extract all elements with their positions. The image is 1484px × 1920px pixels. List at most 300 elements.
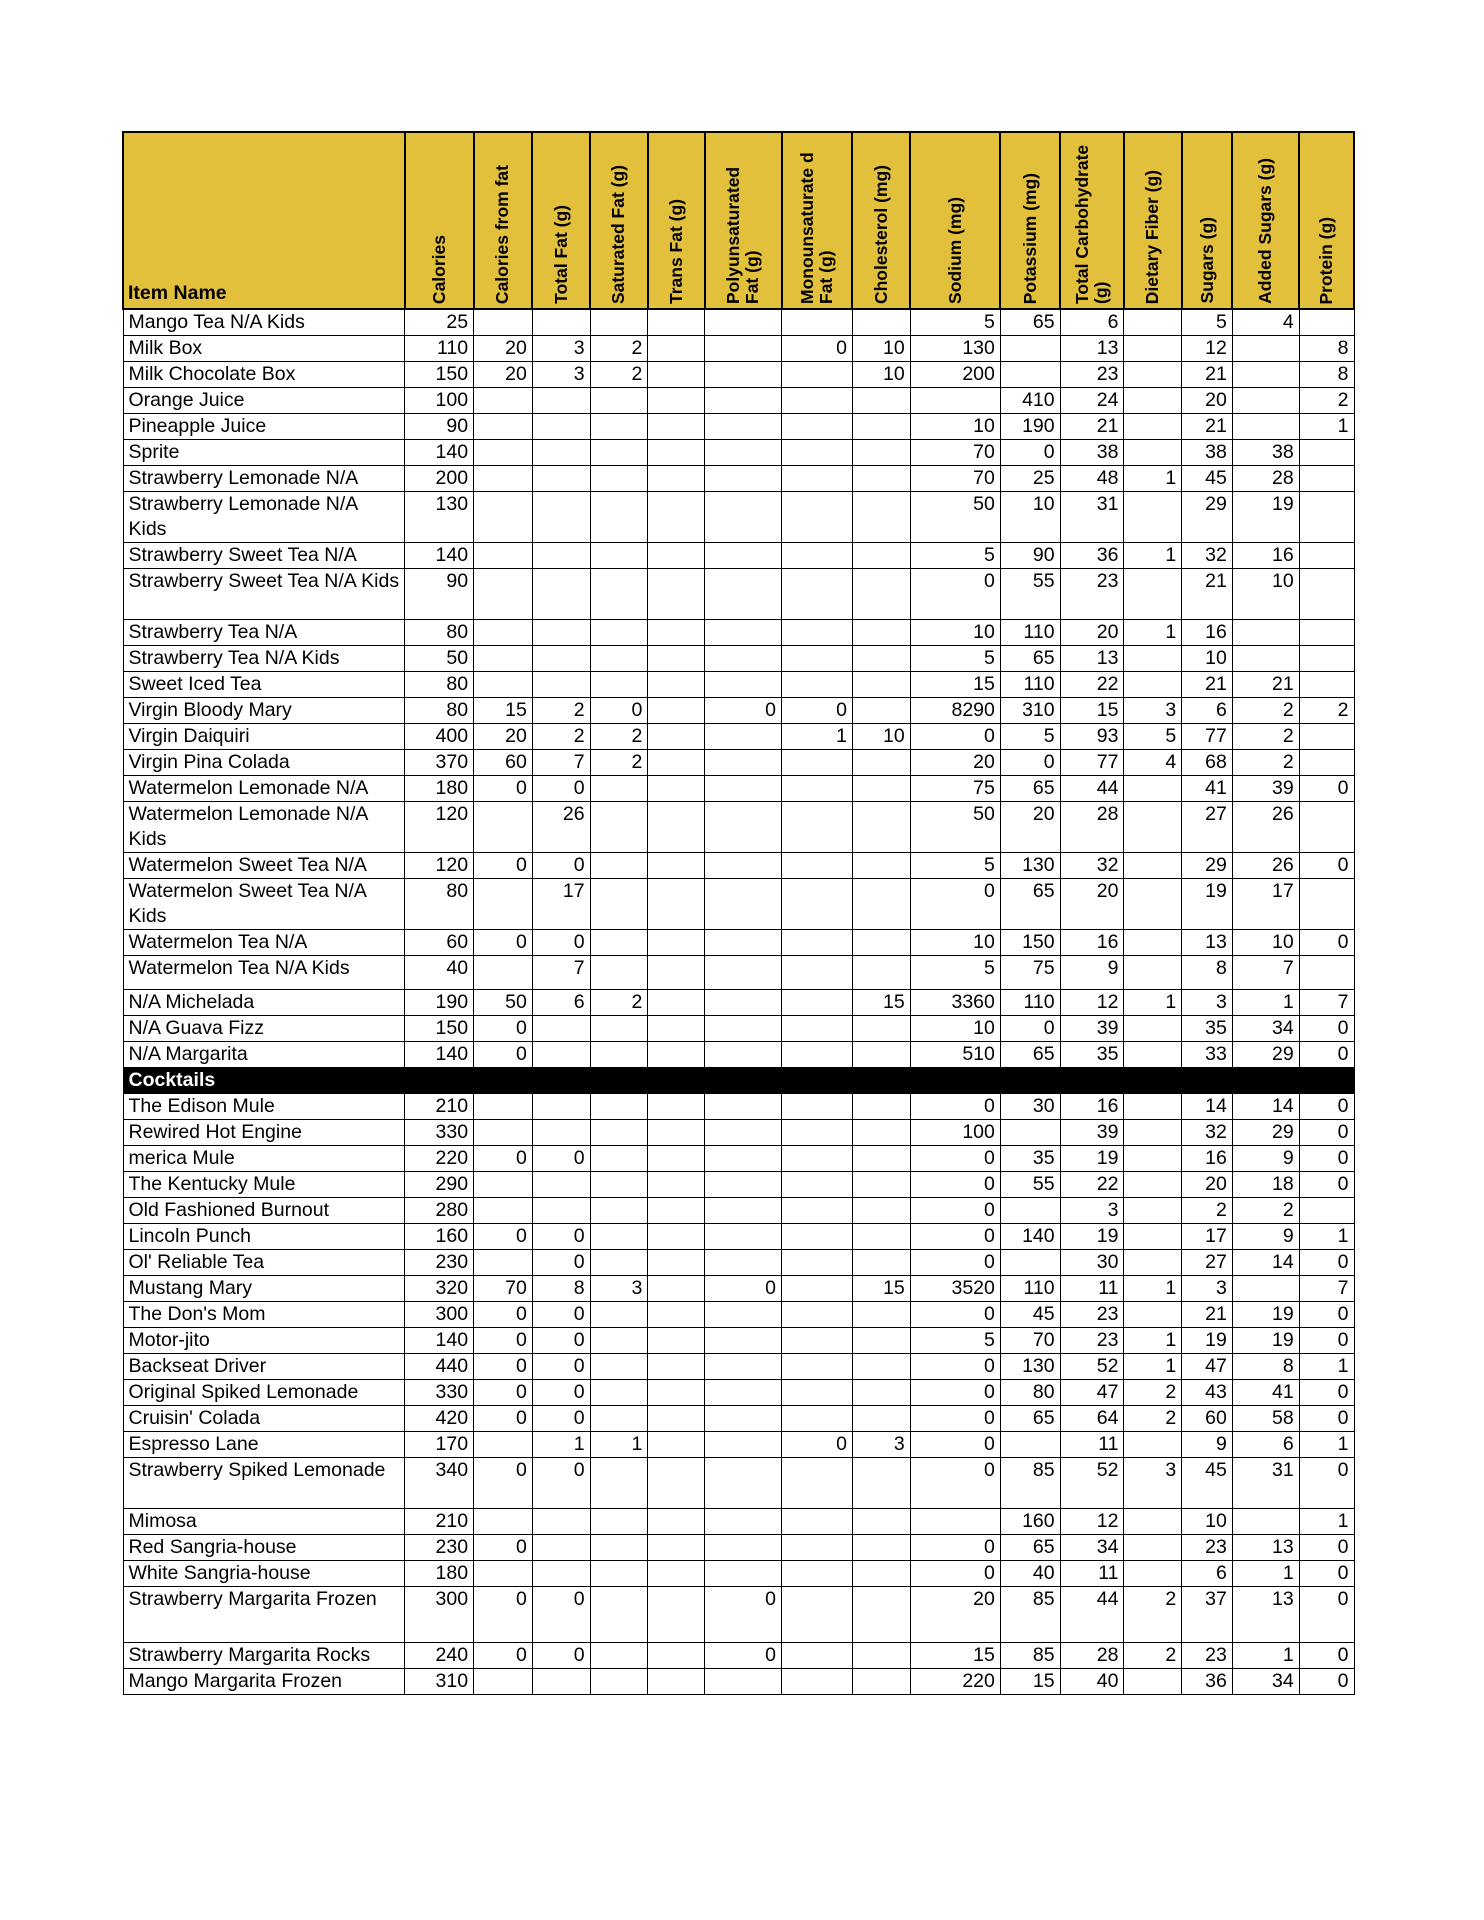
value-cell [532,1535,590,1561]
value-cell: 0 [910,569,1000,620]
value-cell [1124,1250,1182,1276]
value-cell [1299,1198,1354,1224]
value-cell [474,1250,533,1276]
value-cell [705,1535,782,1561]
value-cell: 85 [1000,1587,1060,1643]
value-cell: 20 [1000,802,1060,853]
value-cell: 0 [1299,1561,1354,1587]
value-cell: 190 [405,990,474,1016]
value-cell: 65 [1000,646,1060,672]
value-cell: 64 [1060,1406,1124,1432]
value-cell [474,956,533,990]
value-cell: 0 [1299,1042,1354,1068]
value-cell [474,620,533,646]
value-cell: 31 [1232,1458,1299,1509]
value-cell [648,1328,705,1354]
value-cell [782,466,853,492]
value-cell [590,646,648,672]
value-cell: 70 [474,1276,533,1302]
value-cell: 0 [782,1432,853,1458]
value-cell: 140 [405,1328,474,1354]
value-cell: 1 [590,1432,648,1458]
value-cell: 40 [405,956,474,990]
value-cell [782,1302,853,1328]
value-cell [705,776,782,802]
value-cell [1000,1120,1060,1146]
value-cell: 0 [910,1406,1000,1432]
item-name-header: Item Name [123,132,405,309]
table-row [123,646,1354,672]
value-cell: 15 [852,990,910,1016]
value-cell [648,750,705,776]
value-cell [705,853,782,879]
value-cell [705,1094,782,1120]
item-name-cell: Lincoln Punch [123,1224,405,1250]
value-cell: 20 [474,724,533,750]
table-row [123,388,1354,414]
table-row [123,1094,1354,1120]
value-cell: 5 [910,956,1000,990]
value-cell: 22 [1060,1172,1124,1198]
value-cell: 110 [405,336,474,362]
item-name-cell: Cruisin' Colada [123,1406,405,1432]
table-row [123,1509,1354,1535]
value-cell [782,750,853,776]
value-cell: 0 [1299,1146,1354,1172]
value-cell: 0 [532,930,590,956]
item-name-cell: Backseat Driver [123,1354,405,1380]
value-cell [782,569,853,620]
value-cell: 10 [852,724,910,750]
value-cell [474,1509,533,1535]
value-cell [474,492,533,543]
value-cell: 180 [405,776,474,802]
value-cell: 1 [1232,1643,1299,1669]
value-cell: 2 [590,362,648,388]
value-cell [532,1094,590,1120]
column-header [405,132,474,309]
value-cell [1232,1509,1299,1535]
value-cell [782,1016,853,1042]
value-cell [852,1561,910,1587]
item-name-cell: Watermelon Lemonade N/A Kids [123,802,405,853]
value-cell [705,388,782,414]
value-cell: 90 [405,569,474,620]
value-cell [705,309,782,336]
value-cell [590,879,648,930]
item-name-cell: Virgin Daiquiri [123,724,405,750]
value-cell [705,620,782,646]
value-cell [474,1172,533,1198]
column-header [532,132,590,309]
value-cell [705,1406,782,1432]
value-cell [1299,672,1354,698]
value-cell [705,930,782,956]
value-cell [852,1172,910,1198]
value-cell [705,1302,782,1328]
value-cell [590,1016,648,1042]
column-header [1232,132,1299,309]
column-header [1182,132,1233,309]
value-cell: 65 [1000,776,1060,802]
value-cell [532,1561,590,1587]
value-cell: 0 [910,1354,1000,1380]
value-cell [705,1354,782,1380]
value-cell [782,990,853,1016]
value-cell: 140 [405,440,474,466]
value-cell: 230 [405,1535,474,1561]
value-cell: 1 [1299,1224,1354,1250]
column-header [1000,132,1060,309]
value-cell: 19 [1232,1328,1299,1354]
value-cell [705,1458,782,1509]
value-cell [782,776,853,802]
value-cell: 80 [405,879,474,930]
value-cell [782,956,853,990]
value-cell [532,1016,590,1042]
value-cell [590,1146,648,1172]
value-cell [474,569,533,620]
value-cell [1124,930,1182,956]
value-cell: 0 [782,336,853,362]
value-cell [1124,1146,1182,1172]
value-cell [648,1643,705,1669]
value-cell: 7 [1299,1276,1354,1302]
value-cell: 170 [405,1432,474,1458]
value-cell [1124,492,1182,543]
value-cell: 3 [590,1276,648,1302]
value-cell: 0 [590,698,648,724]
value-cell [852,698,910,724]
value-cell: 0 [532,1587,590,1643]
value-cell: 23 [1182,1535,1233,1561]
value-cell: 1 [1124,466,1182,492]
value-cell: 70 [910,440,1000,466]
value-cell: 23 [1060,1302,1124,1328]
value-cell: 6 [1060,309,1124,336]
value-cell: 20 [474,336,533,362]
value-cell: 0 [1299,1587,1354,1643]
value-cell: 1 [1124,620,1182,646]
value-cell: 17 [1232,879,1299,930]
value-cell: 0 [1299,776,1354,802]
value-cell: 5 [910,543,1000,569]
item-name-cell: Milk Chocolate Box [123,362,405,388]
value-cell [590,1250,648,1276]
value-cell: 58 [1232,1406,1299,1432]
value-cell: 120 [405,853,474,879]
value-cell [1299,492,1354,543]
value-cell [590,1669,648,1695]
table-row [123,492,1354,543]
value-cell: 0 [910,1146,1000,1172]
value-cell: 2 [1124,1380,1182,1406]
value-cell: 0 [1299,1016,1354,1042]
value-cell: 12 [1060,990,1124,1016]
value-cell [852,1509,910,1535]
value-cell [1124,1302,1182,1328]
column-header-label: Cholesterol (mg) [870,164,891,304]
value-cell [474,646,533,672]
table-row [123,362,1354,388]
value-cell: 7 [532,956,590,990]
value-cell: 7 [532,750,590,776]
value-cell: 10 [852,336,910,362]
value-cell: 9 [1060,956,1124,990]
value-cell: 14 [1232,1250,1299,1276]
value-cell: 32 [1060,853,1124,879]
table-row [123,853,1354,879]
table-row [123,1406,1354,1432]
value-cell: 30 [1000,1094,1060,1120]
value-cell [648,492,705,543]
value-cell: 5 [1182,309,1233,336]
table-row [123,1198,1354,1224]
value-cell [648,672,705,698]
value-cell [1000,1198,1060,1224]
value-cell [852,569,910,620]
value-cell: 140 [405,1042,474,1068]
value-cell: 0 [474,1042,533,1068]
item-name-cell: N/A Michelada [123,990,405,1016]
value-cell [852,466,910,492]
value-cell: 0 [910,1198,1000,1224]
value-cell: 13 [1182,930,1233,956]
value-cell: 0 [532,1354,590,1380]
value-cell: 300 [405,1302,474,1328]
value-cell [648,1172,705,1198]
value-cell [852,1120,910,1146]
value-cell [705,1328,782,1354]
value-cell: 35 [1182,1016,1233,1042]
value-cell [705,1042,782,1068]
value-cell [852,1587,910,1643]
item-name-cell: Pineapple Juice [123,414,405,440]
column-header [910,132,1000,309]
value-cell: 21 [1182,362,1233,388]
value-cell [782,853,853,879]
value-cell: 0 [474,1380,533,1406]
value-cell: 16 [1060,1094,1124,1120]
value-cell: 0 [532,1380,590,1406]
value-cell [1232,414,1299,440]
value-cell: 120 [405,802,474,853]
value-cell [532,309,590,336]
value-cell [1124,336,1182,362]
value-cell: 8 [1182,956,1233,990]
table-row [123,1146,1354,1172]
value-cell [1124,1535,1182,1561]
value-cell [782,1172,853,1198]
value-cell [1000,362,1060,388]
item-name-cell: Ol' Reliable Tea [123,1250,405,1276]
value-cell: 8 [532,1276,590,1302]
value-cell: 41 [1232,1380,1299,1406]
value-cell [705,440,782,466]
value-cell: 65 [1000,1406,1060,1432]
value-cell [852,646,910,672]
value-cell [705,724,782,750]
value-cell: 0 [474,1458,533,1509]
table-row [123,1042,1354,1068]
value-cell [1124,1094,1182,1120]
value-cell [782,1224,853,1250]
table-row [123,1354,1354,1380]
table-row [123,930,1354,956]
value-cell: 0 [474,1535,533,1561]
value-cell [474,672,533,698]
value-cell [648,569,705,620]
value-cell: 60 [405,930,474,956]
column-header-label: Total Carbohydrate (g) [1072,144,1112,304]
value-cell: 3 [532,336,590,362]
value-cell [705,1146,782,1172]
value-cell [782,1458,853,1509]
column-header [1124,132,1182,309]
value-cell [705,646,782,672]
value-cell: 19 [1060,1146,1124,1172]
value-cell [782,879,853,930]
value-cell: 32 [1182,543,1233,569]
value-cell: 0 [705,1643,782,1669]
value-cell: 320 [405,1276,474,1302]
value-cell [474,440,533,466]
value-cell: 47 [1182,1354,1233,1380]
value-cell: 0 [910,1535,1000,1561]
value-cell: 0 [532,1406,590,1432]
value-cell [852,1406,910,1432]
value-cell: 80 [405,698,474,724]
value-cell: 26 [1232,802,1299,853]
value-cell [782,672,853,698]
value-cell [1232,336,1299,362]
value-cell: 1 [1299,1432,1354,1458]
value-cell: 47 [1060,1380,1124,1406]
value-cell [648,1016,705,1042]
value-cell: 2 [1299,388,1354,414]
column-header-label: Trans Fat (g) [665,198,686,304]
value-cell: 10 [910,1016,1000,1042]
value-cell [782,1669,853,1695]
value-cell: 3 [532,362,590,388]
table-row [123,1587,1354,1643]
table-row [123,336,1354,362]
value-cell: 16 [1182,1146,1233,1172]
item-name-cell: Red Sangria-house [123,1535,405,1561]
value-cell: 330 [405,1120,474,1146]
column-header [474,132,533,309]
header-row [123,132,1354,309]
value-cell: 0 [1299,930,1354,956]
value-cell: 35 [1000,1146,1060,1172]
value-cell: 0 [1000,1016,1060,1042]
value-cell: 29 [1182,492,1233,543]
table-row [123,724,1354,750]
value-cell [782,1094,853,1120]
value-cell: 15 [1000,1669,1060,1695]
value-cell [590,1198,648,1224]
value-cell: 75 [1000,956,1060,990]
value-cell [1124,309,1182,336]
column-header-label: Saturated Fat (g) [608,164,629,304]
value-cell [1124,646,1182,672]
value-cell [648,879,705,930]
value-cell [705,1509,782,1535]
value-cell [532,1120,590,1146]
value-cell: 2 [1124,1406,1182,1432]
value-cell: 3 [1124,698,1182,724]
value-cell [648,1120,705,1146]
value-cell [782,1380,853,1406]
value-cell [705,414,782,440]
item-name-cell: Strawberry Spiked Lemonade [123,1458,405,1509]
value-cell: 1 [1232,1561,1299,1587]
column-header [648,132,705,309]
value-cell: 0 [910,1561,1000,1587]
item-name-cell: Watermelon Sweet Tea N/A [123,853,405,879]
value-cell: 0 [532,1458,590,1509]
value-cell: 60 [474,750,533,776]
value-cell [474,802,533,853]
value-cell [782,1276,853,1302]
value-cell [852,1016,910,1042]
value-cell: 190 [1000,414,1060,440]
value-cell: 2 [1232,724,1299,750]
value-cell: 1 [1299,1354,1354,1380]
value-cell: 6 [1232,1432,1299,1458]
value-cell [1299,646,1354,672]
value-cell [474,1432,533,1458]
value-cell [590,466,648,492]
value-cell [1124,1509,1182,1535]
value-cell: 20 [910,1587,1000,1643]
value-cell [705,1224,782,1250]
item-name-cell: Espresso Lane [123,1432,405,1458]
value-cell: 0 [474,776,533,802]
value-cell [852,1643,910,1669]
table-row [123,1172,1354,1198]
item-name-cell: The Kentucky Mule [123,1172,405,1198]
value-cell: 30 [1060,1250,1124,1276]
value-cell [590,414,648,440]
value-cell [1124,1561,1182,1587]
value-cell: 1 [532,1432,590,1458]
value-cell [1232,1276,1299,1302]
value-cell: 7 [1232,956,1299,990]
value-cell: 20 [1060,879,1124,930]
value-cell: 0 [705,1587,782,1643]
value-cell [852,1535,910,1561]
value-cell [648,1587,705,1643]
value-cell [782,1042,853,1068]
value-cell [705,956,782,990]
value-cell [590,1094,648,1120]
value-cell [590,309,648,336]
value-cell: 17 [532,879,590,930]
value-cell: 8 [1232,1354,1299,1380]
value-cell [648,309,705,336]
table-row [123,1458,1354,1509]
value-cell: 13 [1060,336,1124,362]
value-cell [474,1561,533,1587]
value-cell: 75 [910,776,1000,802]
value-cell [852,956,910,990]
value-cell [852,309,910,336]
value-cell: 0 [474,1302,533,1328]
value-cell: 80 [405,672,474,698]
value-cell: 60 [1182,1406,1233,1432]
value-cell [1299,440,1354,466]
